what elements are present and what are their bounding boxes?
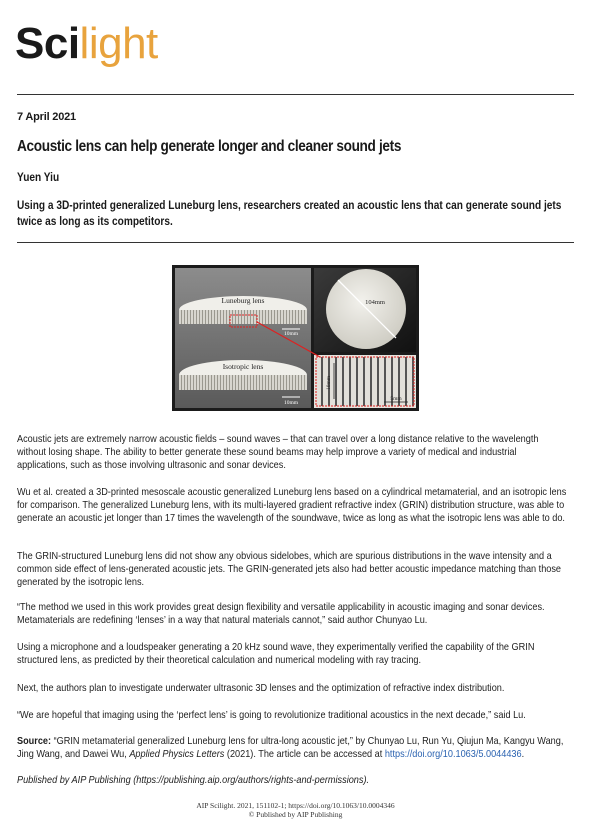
source-text: “GRIN metamaterial generalized Luneburg lens for ultra-long acoustic jet,” by Chunyao Lu, Run Yu, Qiujun Ma, Kangyu Wang, Jing Wang, and Dawei Wu, xyxy=(17,736,564,761)
footer-citation: AIP Scilight. 2021, 151102-1; https://doi.org/10.1063/10.0004346 xyxy=(196,801,395,810)
publication-date: 7 April 2021 xyxy=(17,111,76,123)
isotropic-label: Isotropic lens xyxy=(222,362,264,371)
paragraph-2: Wu et al. created a 3D-printed mesoscale acoustic generalized Luneburg lens based on a cylindrical metamaterial, and an isotropic lens for comparison. The generalized Luneburg lens, with its multi-layered gradient refractive index (GRIN) distribution structure, was able to generate an acoustic jet longer than 17 times the wavelength of the soundwave, twice as long as what the isotropic lens was able to do. xyxy=(17,487,567,525)
detail-width-label: 5mm xyxy=(390,396,402,402)
source-citation xyxy=(17,735,570,761)
paragraph-7: “We are hopeful that imaging using the ‘perfect lens’ is going to revolutionize traditional acoustics in the next decade,” said Lu. xyxy=(17,710,526,721)
source-label: Source: xyxy=(17,736,52,747)
diameter-label: 104mm xyxy=(365,299,385,306)
paragraph-6: Next, the authors plan to investigate underwater ultrasonic 3D lenses and the optimization of refractive index distribution. xyxy=(17,683,505,694)
lead-rule xyxy=(17,242,574,243)
article-lead: Using a 3D-printed generalized Luneburg lens, researchers created an acoustic lens that can generate sound jets twice as long as its competitors. xyxy=(17,200,562,228)
header-rule xyxy=(17,94,574,95)
paragraph-3: The GRIN-structured Luneburg lens did not show any obvious sidelobes, which are spurious distributions in the wave intensity and a common side effect of lens-generated acoustic jets. The GRIN-generated jets also had better acoustic impedance matching than those generated by the isotropic lens. xyxy=(17,551,562,589)
scilight-logo xyxy=(15,14,158,74)
published-by: Published by AIP Publishing (https://publishing.aip.org/authors/rights-and-permissions). xyxy=(17,775,370,786)
logo-light: light xyxy=(79,19,158,68)
lens-figure xyxy=(172,265,419,411)
source-journal: Applied Physics Letters xyxy=(129,749,225,761)
paragraph-5: Using a microphone and a loudspeaker generating a 20 kHz sound wave, they experimentally verified the capability of the GRIN structured lens, as predicted by their theoretical calculation and numerical modeling with ray tracing. xyxy=(17,642,535,667)
footer-copyright: © Published by AIP Publishing xyxy=(248,810,343,819)
source-text-2: (2021). The article can be accessed at xyxy=(224,749,385,761)
paragraph-4: “The method we used in this work provides great design flexibility and versatile applicability in acoustic imaging and sonar devices. Metamaterials are redefining ‘lenses’ in a way that natural materials cannot,” said author Chunyao Lu. xyxy=(17,602,545,627)
logo-sci: Sci xyxy=(15,19,80,68)
scale-top-label: 10mm xyxy=(283,331,299,337)
detail-height-label: 10mm xyxy=(326,375,332,391)
article-title: Acoustic lens can help generate longer and cleaner sound jets xyxy=(17,138,402,155)
source-doi-link[interactable]: https://doi.org/10.1063/5.0044436 xyxy=(384,749,522,761)
luneburg-label: Luneburg lens xyxy=(221,296,265,305)
paragraph-1: Acoustic jets are extremely narrow acoustic fields – sound waves – that can travel over a long distance relative to the wavelength without losing shape. The ability to better generate these sound beams may help improve a variety of medical and industrial applications, such as those involving ultrasonic and sonar devices. xyxy=(17,434,539,472)
source-end: . xyxy=(521,749,525,761)
scale-bottom-label: 10mm xyxy=(283,400,299,406)
article-author: Yuen Yiu xyxy=(17,172,60,184)
lens-figure-image xyxy=(172,265,419,411)
